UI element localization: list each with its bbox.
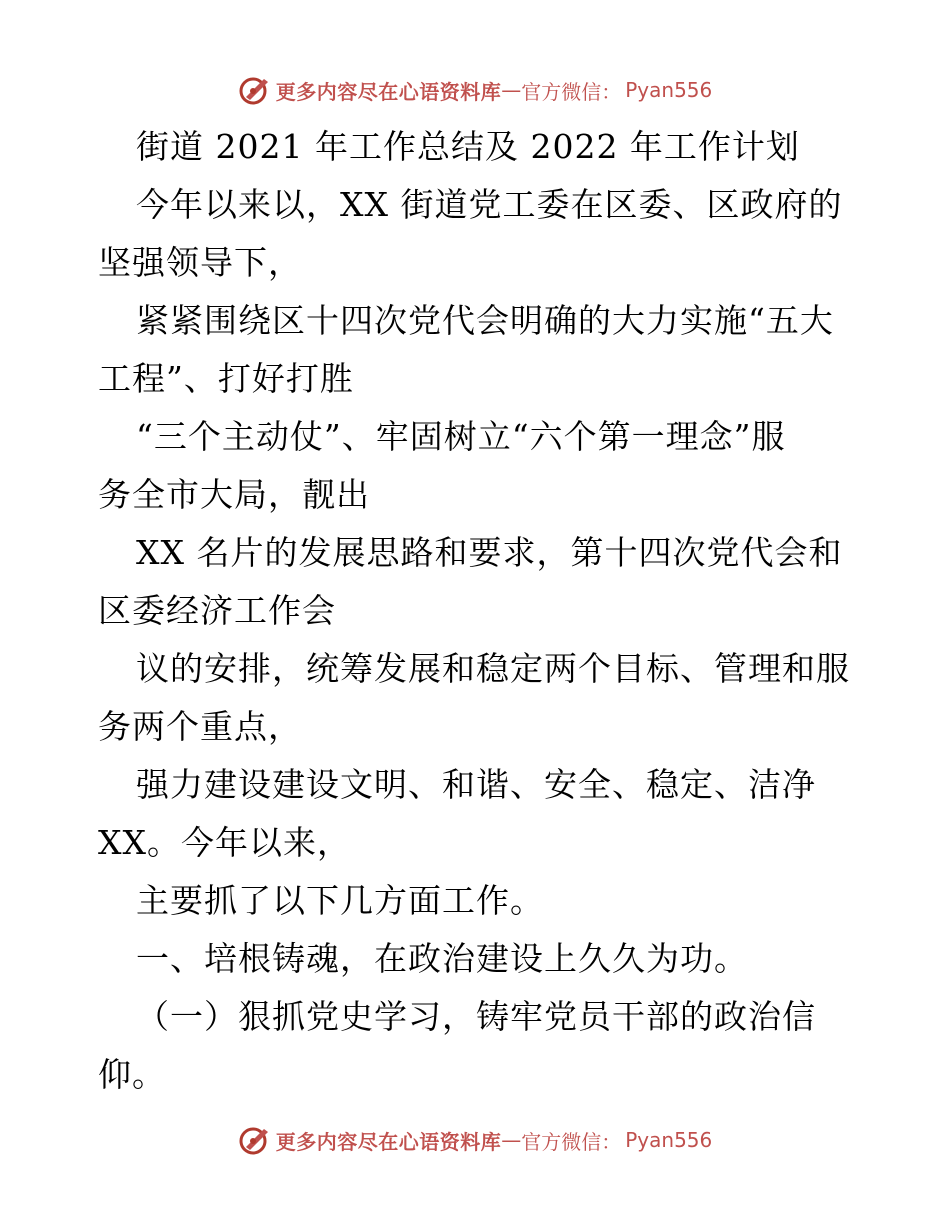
paragraph-line: 务全市大局，靓出 [98, 475, 370, 514]
paragraph-line: 区委经济工作会 [98, 591, 336, 630]
paragraph-line: 务两个重点， [98, 707, 302, 746]
paragraph-line: XX 名片的发展思路和要求，第十四次党代会和 [136, 533, 843, 572]
banner-wechat-label: 官方微信： [521, 79, 622, 104]
paragraph-line: 主要抓了以下几方面工作。 [136, 881, 544, 920]
header-banner [0, 70, 950, 110]
paragraph-line: 紧紧围绕区十四次党代会明确的大力实施“五大 [136, 301, 834, 340]
footer-banner [0, 1120, 950, 1160]
paragraph-line: XX。今年以来， [98, 823, 351, 862]
banner-wechat-label: 官方微信： [521, 1129, 622, 1154]
paragraph-line: 今年以来以，XX 街道党工委在区委、区政府的 [136, 185, 843, 224]
pen-circle-logo-icon [238, 1123, 272, 1157]
banner-account: Pyan556 [625, 78, 713, 102]
subsection-heading: （一）狠抓党史学习，铸牢党员干部的政治信 [136, 997, 816, 1036]
banner-dash: — [501, 1128, 522, 1152]
section-heading: 一、培根铸魂，在政治建设上久久为功。 [136, 939, 748, 978]
paragraph-line: 工程”、打好打胜 [98, 359, 354, 398]
paragraph-line: 强力建设建设文明、和谐、安全、稳定、洁净 [136, 765, 816, 804]
paragraph-line: 议的安排，统筹发展和稳定两个目标、管理和服 [136, 649, 850, 688]
document-body [98, 118, 858, 1104]
paragraph-line: 仰。 [98, 1055, 166, 1094]
banner-dash: — [501, 78, 522, 102]
pen-circle-logo-icon [238, 73, 272, 107]
banner-account: Pyan556 [625, 1128, 713, 1152]
paragraph-line: 坚强领导下， [98, 243, 302, 282]
banner-lead-text: 更多内容尽在心语资料库 [275, 1129, 502, 1154]
banner-lead-text: 更多内容尽在心语资料库 [275, 79, 502, 104]
paragraph-line: “三个主动仗”、牢固树立“六个第一理念”服 [136, 417, 786, 456]
document-title: 街道 2021 年工作总结及 2022 年工作计划 [136, 127, 800, 166]
